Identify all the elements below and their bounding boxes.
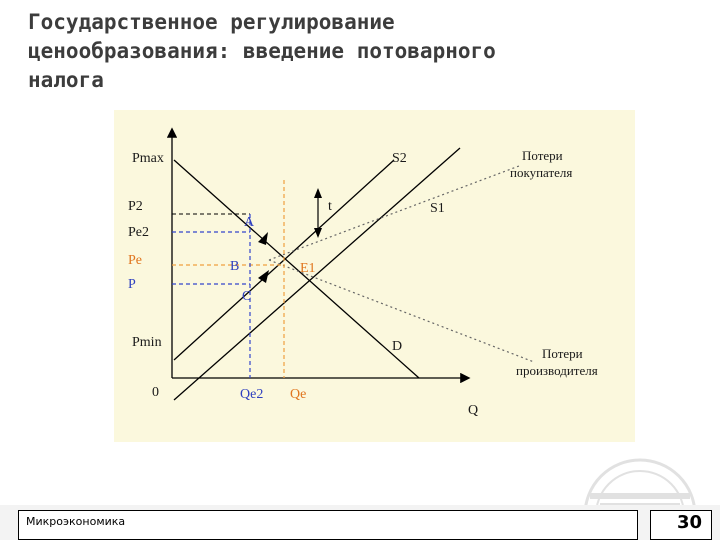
producer-loss-pointer xyxy=(258,270,269,283)
label-p2: P2 xyxy=(128,199,143,214)
tax-arrow-head-top xyxy=(314,188,322,198)
label-pmax: Pmax xyxy=(132,151,164,166)
label-point-b: B xyxy=(230,259,240,274)
diagram-panel xyxy=(114,110,635,442)
page-number: 30 xyxy=(676,512,702,533)
buyer-loss-dotted-line xyxy=(269,166,519,260)
label-qe2: Qe2 xyxy=(240,387,264,402)
label-pe: Pe xyxy=(128,253,142,268)
buyer-loss-annotation: Потери покупателя xyxy=(510,148,573,180)
label-origin: 0 xyxy=(152,385,159,400)
demand-curve-d xyxy=(174,160,419,378)
tax-arrow-head-bottom xyxy=(314,228,322,238)
label-point-e1: E1 xyxy=(300,261,316,276)
label-point-c: C xyxy=(242,289,252,304)
tax-incidence-diagram xyxy=(114,110,635,442)
footer-course-name: Микроэкономика xyxy=(26,515,126,528)
label-point-a: A xyxy=(244,215,255,230)
label-qe: Qe xyxy=(290,387,307,402)
label-pmin: Pmin xyxy=(132,335,162,350)
label-pe2: Pe2 xyxy=(128,225,149,240)
label-s1: S1 xyxy=(430,201,445,216)
label-d: D xyxy=(392,339,403,354)
supply-curve-s1 xyxy=(174,148,460,400)
slide-title: Государственное регулирование ценообразования: введение потоварного налога xyxy=(28,10,496,92)
label-x-axis-q: Q xyxy=(468,403,479,418)
producer-loss-annotation: Потери производителя xyxy=(516,346,598,378)
label-s2: S2 xyxy=(392,151,407,166)
label-p: P xyxy=(128,277,136,292)
label-t: t xyxy=(328,199,332,214)
